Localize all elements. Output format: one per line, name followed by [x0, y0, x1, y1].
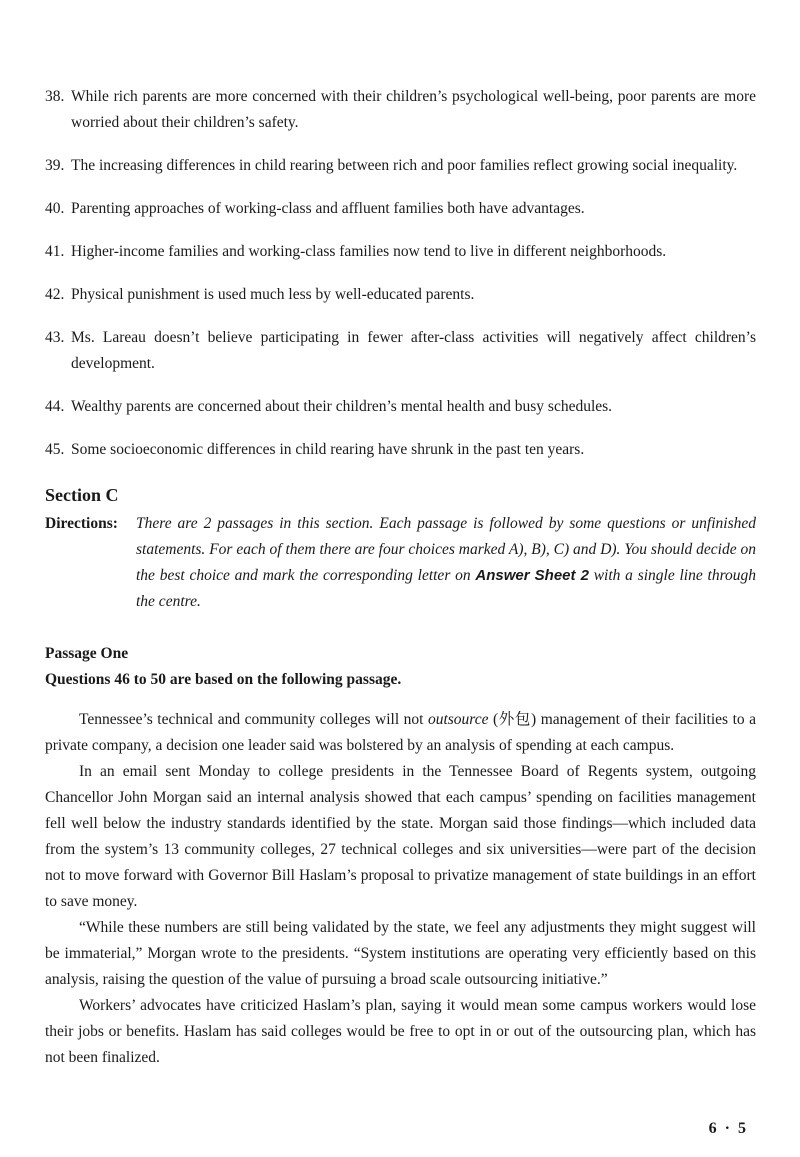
passage-subtitle: Questions 46 to 50 are based on the following passage.: [45, 671, 402, 688]
statement-44: [45, 394, 756, 420]
statement-39: [45, 153, 756, 179]
paragraph-1: [45, 707, 756, 759]
answer-sheet-label: Answer Sheet 2: [475, 567, 589, 584]
directions-tail: with a single line through the centre.: [136, 567, 757, 610]
page-number: 6 · 5: [708, 1120, 748, 1137]
paragraph-2: In an email sent Monday to college presidents in the Tennessee Board of Regents system, outgoing Chancellor John Morgan said an internal analysis showed that each campus’ spending on facilities management fell well below the industry standards identified by the state. Morgan said those findings—which included data from the system’s 13 community colleges, 27 technical colleges and six universities—were part of the decision not to move forward with Governor Bill Haslam’s proposal to privatize management of state buildings in an effort to save money.: [45, 763, 756, 910]
paragraph-3: “While these numbers are still being validated by the state, we feel any adjustments they might suggest will be immaterial,” Morgan wrote to the presidents. “System institutions are operating very efficiently based on this analysis, raising the question of the value of pursuing a broad scale outsourcing initiative.”: [45, 919, 756, 988]
statement-number: 44.: [45, 398, 65, 415]
statement-number: 38.: [45, 88, 65, 105]
statement-number: 39.: [45, 157, 65, 174]
statement-number: 43.: [45, 329, 65, 346]
statement-45: [45, 437, 756, 463]
statement-41: [45, 239, 756, 265]
statement-42: [45, 282, 756, 308]
statement-text: While rich parents are more concerned with their children’s psychological well-being, poor parents are more worried about their children’s safety.: [71, 88, 756, 131]
paragraph-1-end: management of their facilities to a private company, a decision one leader said was bolstered by an analysis of spending at each campus.: [45, 711, 757, 754]
statement-text: Parenting approaches of working-class and affluent families both have advantages.: [71, 200, 585, 217]
directions-body: [136, 511, 756, 615]
statement-number: 45.: [45, 441, 65, 458]
statement-43: [45, 325, 756, 377]
statement-text: Higher-income families and working-class families now tend to live in different neighborhoods.: [71, 243, 667, 260]
directions: [45, 511, 756, 615]
statement-text: Some socioeconomic differences in child rearing have shrunk in the past ten years.: [71, 441, 585, 458]
statement-38: [45, 84, 756, 136]
statement-text: Physical punishment is used much less by well-educated parents.: [71, 286, 475, 303]
paragraph-4: Workers’ advocates have criticized Haslam’s plan, saying it would mean some campus workers would lose their jobs or benefits. Haslam has said colleges would be free to opt in or out of the outsourcing plan, which has not been finalized.: [45, 997, 756, 1066]
chinese-gloss: (外包): [493, 711, 537, 728]
statement-40: [45, 196, 756, 222]
passage-body: [45, 707, 756, 1071]
statement-text: Ms. Lareau doesn’t believe participating in fewer after-class activities will negatively affect children’s development.: [71, 329, 756, 372]
directions-label: Directions:: [45, 515, 118, 532]
directions-text: There are 2 passages in this section. Each passage is followed by some questions or unfinished statements. For each of them there are four choices marked A), B), C) and D). You should decide on the best choice and mark the corresponding letter on: [136, 515, 756, 584]
statement-text: The increasing differences in child rearing between rich and poor families reflect growing social inequality.: [71, 157, 738, 174]
statement-list: [45, 84, 756, 463]
statement-number: 40.: [45, 200, 65, 217]
passage-title: Passage One: [45, 645, 129, 662]
statement-text: Wealthy parents are concerned about their children’s mental health and busy schedules.: [71, 398, 613, 415]
paragraph-1-start: Tennessee’s technical and community colleges will not: [79, 711, 424, 728]
section-title: Section C: [45, 485, 119, 505]
statement-number: 41.: [45, 243, 65, 260]
exam-page: [45, 84, 756, 1071]
statement-number: 42.: [45, 286, 65, 303]
outsource-term: outsource: [427, 711, 489, 728]
